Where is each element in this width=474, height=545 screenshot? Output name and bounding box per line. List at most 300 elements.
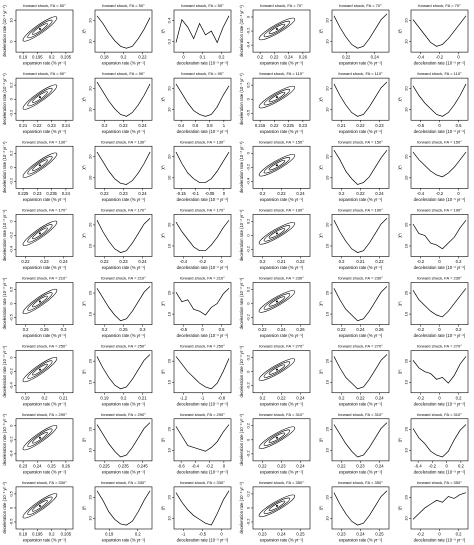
x-tick-label: 0.22 [375, 259, 384, 264]
panel-frame [174, 351, 231, 393]
best-fit-point [276, 164, 278, 166]
panel-title: forward shock, FA = 350° [259, 479, 304, 485]
y-tick-label: 20 [87, 427, 93, 432]
chi2-curve [97, 355, 150, 389]
chi2-curve [176, 425, 229, 452]
x-axis-title: expansion rate (% yr⁻¹) [101, 333, 146, 339]
x-tick-label: 0 [438, 122, 441, 128]
chi2-curve [334, 286, 387, 320]
x-tick-label: 0.21 [19, 122, 28, 128]
chi2-curve [413, 16, 466, 47]
x-tick-label: 0.24 [356, 531, 365, 537]
x-tick-label: 0.18 [100, 54, 109, 60]
x-tick-label: 0.24 [277, 327, 286, 333]
panel-title: forward shock, FA = 70° [418, 3, 461, 8]
x-tick-label: 0.245 [137, 463, 148, 469]
x-axis-title: expansion rate (% yr⁻¹) [259, 469, 304, 475]
panel-frame [174, 146, 231, 188]
y-axis-title: χ²ᵣ [81, 505, 86, 511]
best-fit-point [276, 300, 278, 302]
chi2-curve [176, 152, 229, 183]
x-axis-title: expansion rate (% yr⁻¹) [259, 333, 304, 339]
y-tick-label: 20 [166, 358, 172, 364]
x-axis-title: deceleration rate (10⁻³ yr⁻²) [413, 333, 466, 339]
y-tick-label: 20 [87, 154, 93, 160]
x-axis-title: expansion rate (% yr⁻¹) [338, 196, 383, 202]
y-tick-label: 0 [245, 15, 251, 19]
y-axis-title: deceleration rate (10⁻³ yr⁻²) [239, 345, 244, 398]
x-axis-title: expansion rate (% yr⁻¹) [259, 128, 304, 134]
y-tick-label: 0.5 [8, 286, 14, 293]
x-tick-label: 0.22 [100, 259, 109, 264]
panel-frame [332, 283, 389, 325]
panel-title: forward shock, FA = 170° [180, 207, 225, 213]
x-axis-title: expansion rate (% yr⁻¹) [101, 60, 146, 66]
x-tick-label: 0 [222, 190, 226, 196]
x-tick-label: 0.2 [257, 54, 264, 60]
panel-frame [332, 78, 389, 120]
y-tick-label: 0 [8, 424, 14, 427]
x-tick-label: -0.4 [179, 259, 188, 264]
y-axis-title: χ²ᵣ [81, 28, 86, 34]
chi2-curve [413, 356, 466, 383]
x-axis-title: expansion rate (% yr⁻¹) [101, 537, 146, 543]
chi2-curve [176, 356, 229, 388]
x-tick-label: 0.21 [277, 259, 286, 264]
y-tick-label: 10 [403, 107, 409, 112]
x-tick-label: -0.5 [416, 122, 425, 128]
chi2-curve [97, 152, 150, 184]
x-tick-label: 0.2 [120, 395, 127, 401]
x-tick-label: 0.22 [270, 122, 279, 128]
y-tick-label: 0.2 [8, 82, 14, 88]
x-tick-label: 0.22 [337, 463, 346, 469]
x-tick-label: 0.24 [33, 463, 42, 469]
x-tick-label: 0.2 [455, 327, 462, 333]
x-tick-label: 0.24 [296, 395, 305, 401]
x-axis-title: expansion rate (% yr⁻¹) [259, 537, 304, 543]
x-tick-label: 0 [438, 327, 441, 333]
y-tick-label: 20 [403, 154, 409, 160]
panel-frame [332, 487, 389, 529]
panel-frame [411, 419, 468, 461]
panel-title: forward shock, FA = 210° [22, 275, 67, 281]
x-axis-title: expansion rate (% yr⁻¹) [22, 128, 67, 134]
x-tick-label: 0.25 [375, 531, 384, 537]
x-tick-label: 0.22 [33, 122, 42, 128]
y-tick-label: -0.2 [8, 436, 14, 444]
panel-title: forward shock, FA = 190° [259, 207, 304, 213]
x-axis-title: deceleration rate (10⁻³ yr⁻²) [413, 60, 466, 66]
y-tick-label: 10 [87, 448, 93, 453]
x-axis-title: expansion rate (% yr⁻¹) [22, 537, 67, 543]
x-tick-label: 0.1 [199, 54, 206, 60]
x-tick-label: 0 [201, 327, 204, 333]
x-axis-title: deceleration rate (10⁻³ yr⁻²) [176, 401, 229, 407]
panel-title: forward shock, FA = 250° [22, 343, 67, 349]
x-tick-label: 0.2 [134, 531, 141, 537]
panel-frame [95, 78, 152, 120]
x-tick-label: 0.23 [119, 190, 128, 196]
x-axis-title: expansion rate (% yr⁻¹) [338, 401, 383, 407]
y-tick-label: 20 [87, 358, 93, 364]
best-fit-point [39, 300, 41, 302]
y-tick-label: 10 [403, 175, 409, 181]
y-tick-label: -0.4 [245, 177, 251, 185]
y-tick-label: 10 [166, 311, 172, 317]
panel-title: forward shock, FA = 90° [181, 71, 224, 77]
y-tick-label: -0.4 [8, 382, 14, 390]
panel-title: forward shock, FA = 170° [22, 207, 67, 213]
y-tick-label: 20 [87, 495, 93, 500]
y-tick-label: 0 [245, 370, 251, 373]
y-tick-label: 10 [403, 448, 409, 453]
x-tick-label: 0.195 [32, 54, 43, 60]
x-axis-title: expansion rate (% yr⁻¹) [259, 401, 304, 407]
x-tick-label: 0.225 [283, 122, 294, 128]
x-tick-label: 0.19 [100, 395, 109, 401]
best-fit-point [39, 96, 41, 98]
x-tick-label: 0.6 [192, 122, 199, 128]
x-tick-label: -0.2 [206, 463, 214, 469]
x-tick-label: 0.25 [40, 327, 49, 333]
y-tick-label: 10 [8, 18, 14, 23]
panel-title: forward shock, FA = 190° [417, 207, 462, 213]
x-axis-title: expansion rate (% yr⁻¹) [259, 265, 304, 270]
x-tick-label: 0.24 [138, 190, 147, 196]
panel-title: forward shock, FA = 210° [180, 275, 225, 281]
x-tick-label: -0.4 [416, 190, 425, 196]
x-axis-title: expansion rate (% yr⁻¹) [101, 196, 146, 202]
panel-frame [95, 487, 152, 529]
x-tick-label: 0.5 [218, 327, 225, 333]
x-tick-label: 0.21 [59, 395, 68, 401]
chi2-curve [176, 16, 229, 43]
y-tick-label: 0 [245, 234, 251, 237]
x-tick-label: 0.2 [455, 531, 462, 537]
y-tick-label: 20 [324, 495, 330, 500]
y-tick-label: 20 [403, 18, 409, 23]
panel-title: forward shock, FA = 270° [338, 343, 383, 349]
y-tick-label: -0.4 [8, 246, 14, 253]
y-axis-title: deceleration rate (10⁻³ yr⁻²) [2, 413, 7, 466]
y-tick-label: 0 [245, 98, 251, 101]
y-axis-title: χ²ᵣ [160, 437, 165, 443]
x-tick-label: 0 [445, 463, 448, 469]
y-axis-title: deceleration rate (10⁻³ yr⁻²) [239, 413, 244, 466]
chi2-curve [97, 218, 150, 252]
y-tick-label: -0.5 [245, 109, 251, 117]
x-tick-label: 0.2 [120, 54, 127, 60]
y-axis-title: χ²ᵣ [397, 505, 402, 511]
y-axis-title: deceleration rate (10⁻³ yr⁻²) [2, 209, 7, 262]
x-tick-label: 0.23 [277, 463, 286, 469]
y-tick-label: 20 [166, 427, 172, 432]
best-fit-point [276, 232, 278, 234]
y-tick-label: 10 [324, 311, 330, 317]
x-tick-label: 0.2 [259, 190, 266, 196]
y-tick-label: 20 [166, 86, 172, 91]
chi2-curve [176, 220, 229, 251]
chi2-curve [176, 288, 229, 315]
x-tick-label: -0.2 [435, 190, 444, 196]
y-axis-title: χ²ᵣ [318, 301, 323, 306]
panel-frame [332, 214, 389, 256]
x-tick-label: 0.26 [296, 327, 305, 333]
y-tick-label: 20 [324, 18, 330, 23]
y-axis-title: χ²ᵣ [318, 165, 323, 170]
panel-title: forward shock, FA = 150° [338, 139, 383, 145]
panel-title: forward shock, FA = 70° [260, 3, 303, 8]
x-tick-label: 0.24 [284, 54, 293, 60]
x-axis-title: expansion rate (% yr⁻¹) [101, 469, 146, 475]
panel-frame [411, 78, 468, 120]
panel-frame [95, 351, 152, 393]
best-fit-point [39, 232, 41, 234]
x-axis-title: expansion rate (% yr⁻¹) [338, 333, 383, 339]
x-tick-label: 0.24 [356, 327, 365, 333]
panel-frame [95, 419, 152, 461]
x-tick-label: 0.2 [455, 259, 462, 264]
chi2-curve [97, 423, 150, 457]
y-tick-label: 10 [87, 39, 93, 44]
panel-title: forward shock, FA = 250° [180, 343, 225, 349]
panel-frame [411, 146, 468, 188]
y-tick-label: -0.2 [245, 518, 251, 526]
chi2-curve [334, 218, 387, 252]
y-tick-label: -0.2 [245, 246, 251, 253]
y-axis-title: χ²ᵣ [160, 165, 165, 170]
y-tick-label: 0 [245, 438, 251, 441]
x-tick-label: 0.23 [375, 122, 384, 128]
y-tick-label: 10 [324, 39, 330, 44]
y-tick-label: 0.2 [8, 150, 14, 157]
x-tick-label: 0.24 [375, 190, 384, 196]
panel-frame [95, 214, 152, 256]
y-tick-label: 20 [403, 86, 409, 91]
chi2-curve [176, 84, 229, 116]
panel-title: forward shock, FA = 110° [338, 71, 383, 77]
panel-title: forward shock, FA = 130° [22, 139, 67, 145]
x-axis-title: deceleration rate (10⁻³ yr⁻²) [176, 265, 229, 270]
x-axis-title: expansion rate (% yr⁻¹) [22, 196, 67, 202]
x-tick-label: 0.24 [277, 531, 286, 537]
chi2-curve [334, 82, 387, 116]
x-tick-label: 0.2 [455, 395, 462, 401]
x-axis-title: expansion rate (% yr⁻¹) [101, 128, 146, 134]
x-tick-label: -0.2 [416, 327, 425, 333]
best-fit-point [39, 437, 41, 439]
y-axis-title: deceleration rate (10⁻³ yr⁻²) [239, 482, 244, 534]
chi2-curve [413, 425, 466, 457]
x-axis-title: expansion rate (% yr⁻¹) [338, 60, 383, 66]
y-tick-label: 20 [324, 86, 330, 91]
chi2-curve [334, 491, 387, 525]
panel-title: forward shock, FA = 330° [22, 479, 67, 485]
y-tick-label: 0.2 [245, 218, 251, 225]
x-tick-label: 0.225 [17, 190, 29, 196]
x-tick-label: 0.24 [61, 122, 70, 128]
best-fit-point [39, 369, 41, 371]
y-tick-label: 10 [166, 379, 172, 385]
x-tick-label: 0.2 [338, 259, 345, 264]
chi2-curve [176, 491, 229, 525]
y-axis-title: χ²ᵣ [318, 505, 323, 511]
panel-frame [411, 214, 468, 256]
x-tick-label: 0.22 [277, 190, 286, 196]
y-tick-label: 10 [324, 516, 330, 521]
x-axis-title: expansion rate (% yr⁻¹) [22, 401, 67, 407]
x-tick-label: 0.25 [47, 463, 56, 469]
y-tick-label: 20 [166, 154, 172, 160]
y-tick-label: -0.2 [245, 163, 251, 171]
x-tick-label: 0.23 [298, 122, 307, 128]
best-fit-point [276, 96, 278, 98]
y-tick-label: 20 [166, 290, 172, 296]
x-tick-label: 0.23 [119, 259, 128, 264]
y-tick-label: 0.2 [166, 38, 172, 45]
y-tick-label: 20 [403, 290, 409, 296]
y-tick-label: 10 [87, 516, 93, 521]
x-axis-title: expansion rate (% yr⁻¹) [22, 469, 67, 475]
panel-frame [95, 10, 152, 52]
panel-title: forward shock, FA = 50° [181, 3, 224, 8]
x-tick-label: -0.5 [179, 327, 188, 333]
x-tick-label: 0.24 [61, 190, 70, 196]
y-tick-label: 0 [8, 356, 14, 359]
best-fit-point [276, 28, 278, 30]
panel-frame [174, 487, 231, 529]
panel-title: forward shock, FA = 350° [417, 479, 462, 485]
x-tick-label: 0 [220, 531, 223, 537]
x-tick-label: 0.22 [296, 259, 305, 264]
y-axis-title: χ²ᵣ [160, 233, 165, 238]
x-axis-title: expansion rate (% yr⁻¹) [101, 401, 146, 407]
y-tick-label: 10 [324, 107, 330, 112]
x-tick-label: 0.21 [356, 259, 365, 264]
x-tick-label: 0 [457, 54, 460, 60]
x-tick-label: 0.22 [337, 327, 346, 333]
y-axis-title: χ²ᵣ [397, 28, 402, 34]
x-tick-label: -0.2 [428, 463, 436, 469]
y-tick-label: 10 [87, 107, 93, 112]
y-tick-label: 10 [403, 243, 409, 249]
y-axis-title: χ²ᵣ [318, 28, 323, 34]
x-tick-label: 0.21 [138, 395, 147, 401]
x-tick-label: -0.2 [435, 54, 444, 60]
y-tick-label: 20 [403, 222, 409, 228]
x-tick-label: 0.26 [375, 327, 384, 333]
x-axis-title: expansion rate (% yr⁻¹) [338, 128, 383, 134]
x-tick-label: -0.2 [416, 259, 425, 264]
x-axis-title: expansion rate (% yr⁻¹) [101, 265, 146, 270]
y-tick-label: 10 [324, 175, 330, 181]
x-axis-title: deceleration rate (10⁻³ yr⁻²) [413, 401, 466, 407]
x-tick-label: -0.6 [177, 463, 185, 469]
x-tick-label: 0.25 [119, 327, 128, 333]
y-tick-label: 0.5 [8, 491, 14, 497]
x-axis-title: deceleration rate (10⁻³ yr⁻²) [413, 265, 466, 270]
panel-title: forward shock, FA = 110° [259, 71, 304, 77]
x-tick-label: 0.22 [258, 463, 267, 469]
x-tick-label: 0.2 [101, 327, 108, 333]
chi2-curve [413, 84, 466, 116]
x-tick-label: 0.3 [139, 327, 146, 333]
best-fit-point [276, 369, 278, 371]
panel-frame [174, 419, 231, 461]
x-tick-label: -0.4 [414, 463, 422, 469]
x-tick-label: 0.4 [178, 122, 185, 128]
x-tick-label: 0.215 [254, 122, 266, 128]
panel-title: forward shock, FA = 310° [259, 411, 304, 417]
y-tick-label: 10 [166, 448, 172, 453]
y-tick-label: -0.5 [8, 518, 14, 526]
y-tick-label: 20 [324, 358, 330, 364]
chi2-curve [334, 423, 387, 457]
x-tick-label: 0.22 [138, 54, 147, 60]
x-tick-label: 0.2 [259, 395, 266, 401]
x-tick-label: -0.5 [198, 531, 207, 537]
y-tick-label: -0.4 [245, 41, 251, 49]
y-tick-label: -0.2 [8, 109, 14, 117]
y-axis-title: χ²ᵣ [81, 301, 86, 306]
x-tick-label: 0 [457, 190, 460, 196]
x-tick-label: 0.25 [296, 531, 305, 537]
panel-title: forward shock, FA = 190° [338, 207, 383, 213]
x-axis-title: deceleration rate (10⁻³ yr⁻²) [176, 333, 229, 339]
x-tick-label: -0.4 [416, 54, 425, 60]
y-tick-label: -0.2 [8, 368, 14, 376]
x-tick-label: 0.23 [337, 531, 346, 537]
best-fit-point [276, 505, 278, 507]
y-tick-label: 0.5 [245, 82, 251, 88]
x-tick-label: 0.23 [19, 463, 28, 469]
chi2-curve [334, 355, 387, 389]
y-axis-title: χ²ᵣ [397, 301, 402, 306]
x-axis-title: expansion rate (% yr⁻¹) [22, 265, 67, 270]
y-tick-label: 10 [166, 516, 172, 521]
panel-title: forward shock, FA = 330° [101, 479, 146, 485]
x-tick-label: 0.19 [21, 395, 30, 401]
y-tick-label: 0 [245, 152, 251, 155]
y-axis-title: deceleration rate (10⁻³ yr⁻²) [2, 5, 7, 57]
x-tick-label: -1 [200, 395, 205, 401]
x-axis-title: deceleration rate (10⁻³ yr⁻²) [413, 196, 466, 202]
y-tick-label: 20 [87, 86, 93, 91]
x-tick-label: 0.22 [100, 190, 109, 196]
x-axis-title: expansion rate (% yr⁻¹) [22, 60, 67, 66]
x-tick-label: 0.19 [19, 54, 28, 60]
x-tick-label: 0.22 [356, 122, 365, 128]
x-axis-title: deceleration rate (10⁻³ yr⁻²) [413, 128, 466, 134]
y-tick-label: 10 [166, 243, 172, 249]
y-axis-title: deceleration rate (10⁻³ yr⁻²) [2, 141, 7, 194]
y-tick-label: 0 [8, 166, 14, 169]
x-tick-label: 0.22 [342, 54, 351, 60]
y-tick-label: 0.2 [245, 286, 251, 293]
panel-title: forward shock, FA = 270° [417, 343, 462, 349]
x-tick-label: 0.2 [101, 122, 108, 128]
best-fit-point [39, 505, 41, 507]
y-tick-label: 0.2 [245, 422, 251, 429]
x-tick-label: 0.2 [338, 395, 345, 401]
chi2-curve [334, 14, 387, 48]
y-axis-title: χ²ᵣ [160, 28, 165, 34]
chi2-curve [413, 288, 466, 317]
x-axis-title: deceleration rate (10⁻³ yr⁻²) [176, 128, 229, 134]
x-tick-label: 0.22 [258, 327, 267, 333]
x-tick-label: 0.205 [60, 531, 72, 537]
